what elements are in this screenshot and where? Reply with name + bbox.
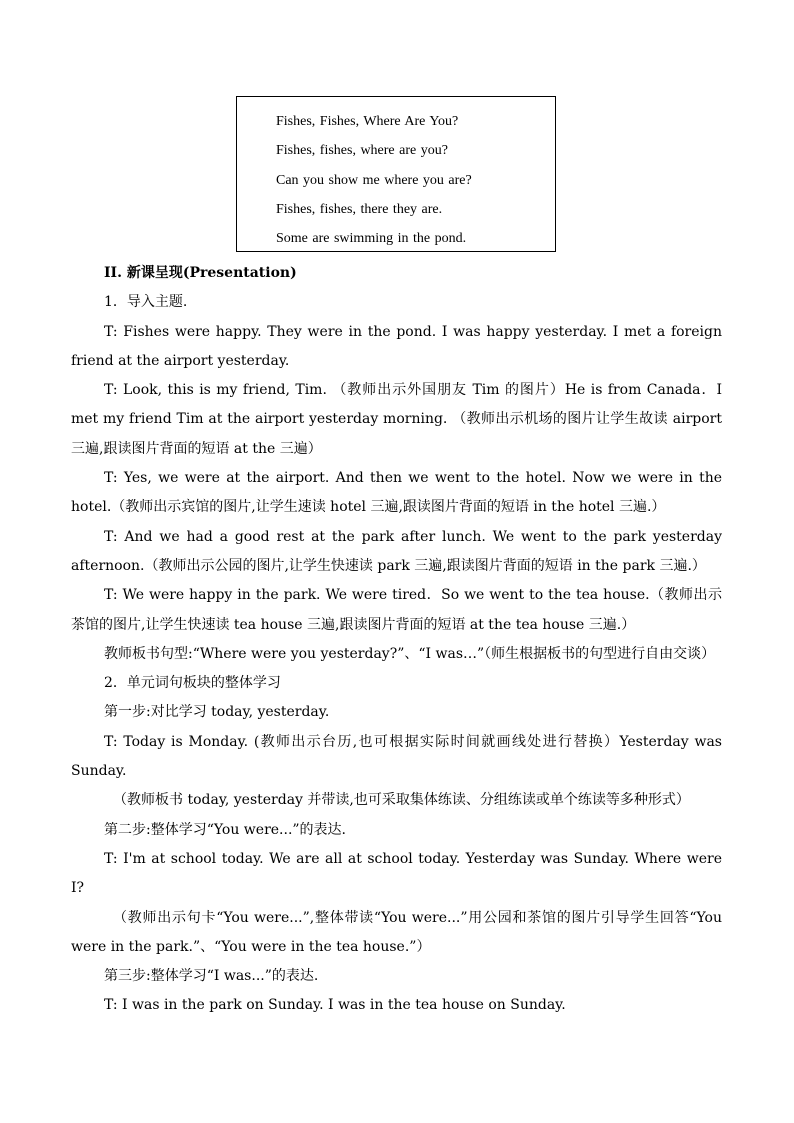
poem-line: Fishes, fishes, where are you?	[276, 143, 448, 159]
dialogue-paragraph: T: Look, this is my friend, Tim. （教师出示外国朋友 Tim 的图片）He is from Canada．I met my friend Tim at the airport yesterday morning. （教师出示机场的图片让学生故读 airport 三遍,跟读图片背面的短语 at the 三遍）	[71, 382, 722, 457]
board-sentence-paragraph: 教师板书句型:“Where were you yesterday?”、“I was…”（师生根据板书的句型进行自由交谈）	[104, 645, 716, 662]
lesson-body	[71, 259, 722, 1021]
teacher-note: （教师板书 today, yesterday 并带读,也可采取集体练读、分组练读或单个练读等多种形式）	[113, 792, 690, 809]
poem-box	[236, 96, 556, 252]
dialogue-paragraph: T: I was in the park on Sunday. I was in the tea house on Sunday.	[104, 997, 566, 1014]
step-title: 第二步:整体学习“You were...”的表达.	[104, 821, 346, 838]
poem-line: Some are swimming in the pond.	[276, 231, 467, 247]
subsection-title: 2．单元词句板块的整体学习	[104, 675, 281, 692]
dialogue-paragraph: T: Fishes were happy. They were in the pond. I was happy yesterday. I met a foreign friend at the airport yesterday.	[71, 323, 722, 369]
step-title: 第三步:整体学习“I was...”的表达.	[104, 968, 319, 985]
poem-line: Fishes, fishes, there they are.	[276, 201, 443, 217]
poem-title: Fishes, Fishes, Where Are You?	[276, 114, 459, 129]
dialogue-paragraph: T: We were happy in the park. We were tired．So we went to the tea house.（教师出示茶馆的图片,让学生快速读 tea house 三遍,跟读图片背面的短语 at the tea house 三遍.）	[71, 587, 722, 633]
subsection-title: 1．导入主题.	[104, 294, 188, 311]
dialogue-paragraph: T: I'm at school today. We are all at school today. Yesterday was Sunday. Where were I?	[71, 850, 722, 897]
step-title: 第一步:对比学习 today, yesterday.	[104, 704, 330, 721]
dialogue-paragraph: T: Today is Monday. (教师出示台历,也可根据实际时间就画线处进行替换）Yesterday was Sunday.	[71, 733, 722, 780]
dialogue-paragraph: T: Yes, we were at the airport. And then we went to the hotel. Now we were in the hotel.（教师出示宾馆的图片,让学生速读 hotel 三遍,跟读图片背面的短语 in the hotel 三遍.）	[71, 470, 722, 516]
teacher-note: （教师出示句卡“You were...”,整体带读“You were...”用公园和茶馆的图片引导学生回答“You were in the park.”、“You were in the tea house.”）	[71, 909, 722, 955]
section-heading: II. 新课呈现(Presentation)	[104, 265, 297, 281]
dialogue-paragraph: T: And we had a good rest at the park after lunch. We went to the park yesterday afternoon.（教师出示公园的图片,让学生快速读 park 三遍,跟读图片背面的短语 in the park 三遍.）	[71, 528, 722, 574]
poem-line: Can you show me where you are?	[276, 172, 472, 188]
